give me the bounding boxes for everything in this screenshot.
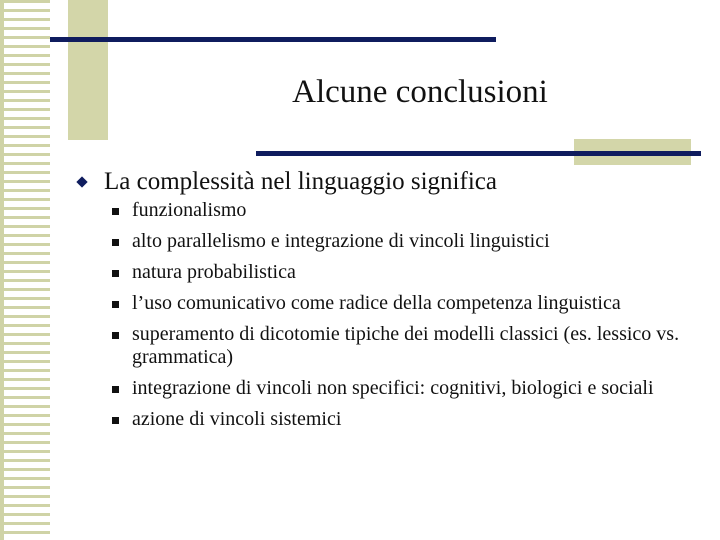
list-item-text: integrazione di vincoli non specifici: cognitivi, biologici e sociali [132,377,654,399]
square-bullet-icon [112,270,119,277]
list-item [110,323,710,369]
list-item-text: funzionalismo [132,199,247,221]
sub-bullet-list [110,199,710,431]
list-item [110,199,710,222]
list-item-text: natura probabilistica [132,261,296,283]
main-bullet-text: La complessità nel linguaggio significa [104,168,497,195]
slide-title: Alcune conclusioni [292,74,548,110]
list-item [110,408,710,431]
square-bullet-icon [112,301,119,308]
title-rule-top [50,37,496,42]
list-item-text: l’uso comunicativo come radice della competenza linguistica [132,292,621,314]
diamond-bullet-icon [76,176,87,187]
title-rule-bottom [256,151,701,156]
square-bullet-icon [112,332,119,339]
list-item [110,292,710,315]
main-bullet [74,166,497,198]
decorative-stripe-band [0,0,50,540]
square-bullet-icon [112,208,119,215]
square-bullet-icon [112,386,119,393]
decorative-olive-block-top [68,0,108,140]
list-item-text: alto parallelismo e integrazione di vincoli linguistici [132,230,550,252]
list-item-text: superamento di dicotomie tipiche dei modelli classici (es. lessico vs. grammatica) [132,323,680,368]
square-bullet-icon [112,417,119,424]
list-item-text: azione di vincoli sistemici [132,408,342,430]
list-item [110,377,710,400]
list-item [110,261,710,284]
list-item [110,230,710,253]
square-bullet-icon [112,239,119,246]
